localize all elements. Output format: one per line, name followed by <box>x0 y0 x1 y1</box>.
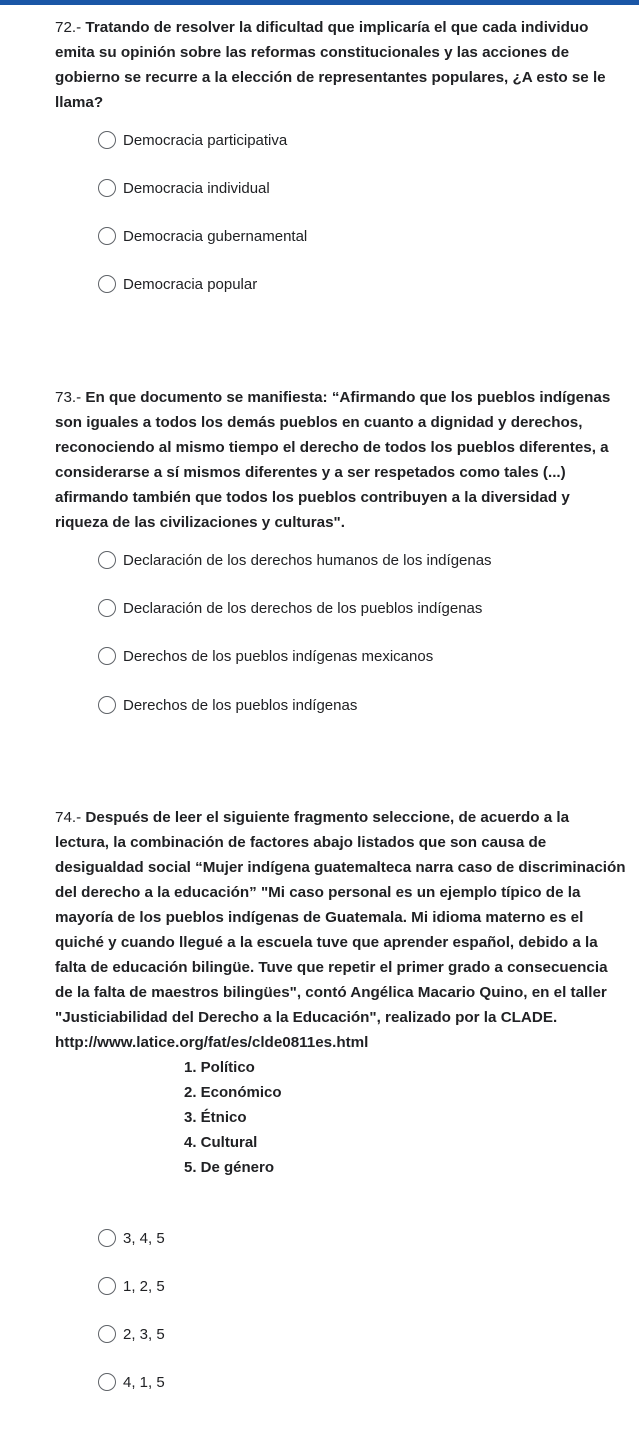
question-text: Tratando de resolver la dificultad que implicaría el que cada individuo emita su opinión sobre las reformas constitucionales y las acciones de gobierno se recurre a la elección de representantes populares, ¿A esto se le llama? <box>55 19 606 111</box>
question-number: 72.- <box>55 19 82 36</box>
q73-option-2[interactable] <box>98 596 482 620</box>
q73-option-3[interactable] <box>98 644 433 668</box>
option-label: Derechos de los pueblos indígenas <box>123 696 358 714</box>
question-73 <box>55 385 627 535</box>
radio-icon[interactable] <box>98 1277 116 1295</box>
factor-item: 2. Económico <box>184 1084 282 1101</box>
q74-option-2[interactable] <box>98 1274 165 1298</box>
radio-icon[interactable] <box>98 227 116 245</box>
option-label: Derechos de los pueblos indígenas mexicanos <box>123 647 434 665</box>
radio-icon[interactable] <box>98 1229 116 1247</box>
radio-icon[interactable] <box>98 275 116 293</box>
radio-icon[interactable] <box>98 551 116 569</box>
q72-option-4[interactable] <box>98 272 257 296</box>
option-label: Democracia gubernamental <box>123 227 308 245</box>
q73-option-4[interactable] <box>98 693 357 717</box>
factor-item: 3. Étnico <box>184 1109 247 1126</box>
top-accent-bar <box>0 0 639 5</box>
q74-option-4[interactable] <box>98 1370 165 1394</box>
radio-icon[interactable] <box>98 1373 116 1391</box>
question-text: En que documento se manifiesta: “Afirmando que los pueblos indígenas son iguales a todos los demás pueblos en cuanto a dignidad y derechos, reconociendo al mismo tiempo el derecho de todos los pueblos diferentes, a considerarse a sí mismos diferentes y a ser respetados como tales (...) afirmando también que todos los pueblos contribuyen a la diversidad y riqueza de las civilizaciones y culturas". <box>55 389 611 531</box>
option-label: 3, 4, 5 <box>123 1229 165 1247</box>
option-label: Declaración de los derechos humanos de los indígenas <box>123 551 492 569</box>
radio-icon[interactable] <box>98 131 116 149</box>
option-label: Democracia participativa <box>123 131 288 149</box>
q72-option-3[interactable] <box>98 224 307 248</box>
question-text: Después de leer el siguiente fragmento seleccione, de acuerdo a la lectura, la combinación de factores abajo listados que son causa de desigualdad social “Mujer indígena guatemalteca narra caso de discriminación del derecho a la educación” "Mi caso personal es un ejemplo típico de la mayoría de los pueblos indígenas de Guatemala. Mi idioma materno es el quiché y cuando llegué a la escuela tuve que aprender español, debido a la falta de educación bilingüe. Tuve que repetir el primer grado a consecuencia de la falta de maestros bilingües", contó Angélica Macario Quino, en el taller "Justiciabilidad del Derecho a la Educación", realizado por la CLADE. http://www.latice.org/fat/es/clde0811es.html <box>55 809 626 1051</box>
question-72 <box>55 15 627 115</box>
q74-option-3[interactable] <box>98 1322 165 1346</box>
question-number: 73.- <box>55 389 82 406</box>
question-74 <box>55 805 627 1055</box>
option-label: 1, 2, 5 <box>123 1277 165 1295</box>
option-label: Democracia popular <box>123 275 258 293</box>
radio-icon[interactable] <box>98 179 116 197</box>
factor-item: 4. Cultural <box>184 1134 258 1151</box>
option-label: 4, 1, 5 <box>123 1373 165 1391</box>
q72-option-2[interactable] <box>98 176 270 200</box>
factor-item: 1. Político <box>184 1059 255 1076</box>
radio-icon[interactable] <box>98 1325 116 1343</box>
option-label: Declaración de los derechos de los pueblos indígenas <box>123 599 483 617</box>
question-number: 74.- <box>55 809 82 826</box>
factor-item: 5. De género <box>184 1159 275 1176</box>
q73-option-1[interactable] <box>98 548 492 572</box>
q74-option-1[interactable] <box>98 1226 165 1250</box>
option-label: 2, 3, 5 <box>123 1325 165 1343</box>
radio-icon[interactable] <box>98 599 116 617</box>
option-label: Democracia individual <box>123 179 270 197</box>
radio-icon[interactable] <box>98 696 116 714</box>
radio-icon[interactable] <box>98 647 116 665</box>
q72-option-1[interactable] <box>98 128 287 152</box>
